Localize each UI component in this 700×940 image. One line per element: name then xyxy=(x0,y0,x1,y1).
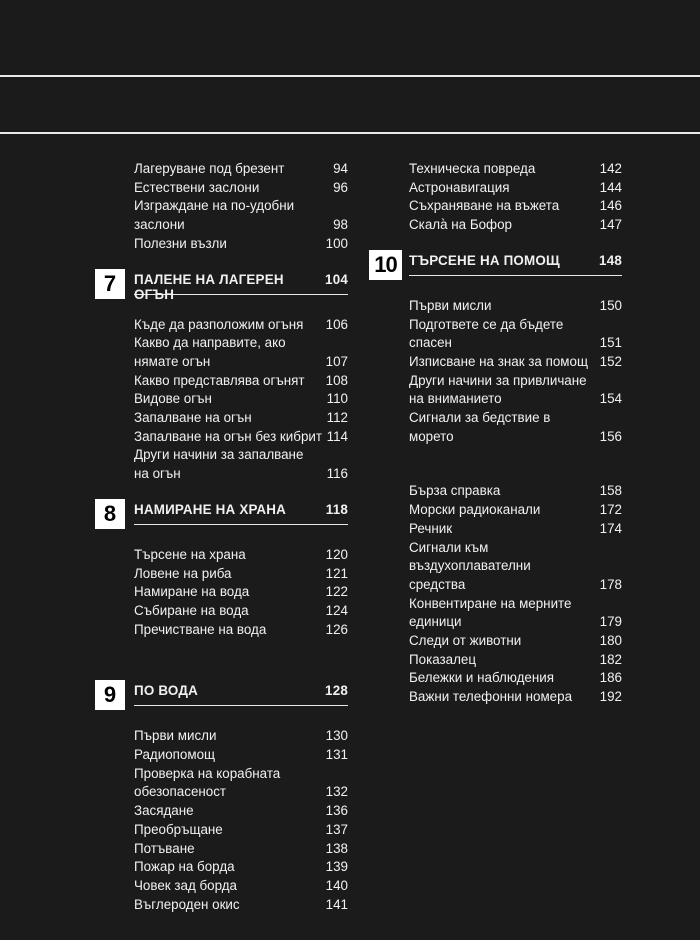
toc-entry[interactable] xyxy=(134,746,348,765)
toc-entry[interactable] xyxy=(409,520,622,539)
toc-entry-title xyxy=(409,372,600,409)
toc-entry-page: 108 xyxy=(325,372,348,388)
chapter-7-entries xyxy=(134,316,348,484)
toc-entry-title xyxy=(409,409,600,446)
toc-entry-page: 138 xyxy=(325,840,348,856)
toc-entry-title: Намиране на вода xyxy=(134,584,250,600)
toc-entry-title xyxy=(134,765,326,802)
toc-entry-page: 192 xyxy=(599,689,622,705)
toc-entry-page: 154 xyxy=(599,391,622,407)
toc-entry-title: Потъване xyxy=(134,840,195,856)
toc-entry-page: 98 xyxy=(333,217,348,233)
toc-entry[interactable] xyxy=(409,501,622,520)
toc-entry-title: Преобръщане xyxy=(134,821,223,837)
toc-entry-page: 178 xyxy=(599,576,622,592)
toc-entry-title-line: нямате огън xyxy=(134,353,211,369)
toc-entry-title: Събиране на вода xyxy=(134,602,249,618)
toc-entry[interactable] xyxy=(409,688,622,707)
toc-entry-title: Търсене на храна xyxy=(134,546,246,562)
toc-entry-page: 136 xyxy=(325,803,348,819)
chapter-title: ТЪРСЕНЕ НА ПОМОЩ xyxy=(409,252,560,268)
toc-entry-title: Къде да разположим огъня xyxy=(134,316,304,332)
toc-entry-title-line: Сигнали за бедствие в xyxy=(409,410,551,426)
toc-entry[interactable] xyxy=(134,840,348,859)
toc-entry-page: 94 xyxy=(333,161,348,176)
toc-column-left xyxy=(103,160,348,914)
toc-entry-page: 114 xyxy=(326,428,348,444)
toc-entry[interactable] xyxy=(409,539,622,595)
chapter-heading-8[interactable] xyxy=(103,495,348,535)
chapter-title: ПАЛЕНЕ НА ЛАГЕРЕН ОГЪН xyxy=(134,271,284,302)
toc-entry-page: 140 xyxy=(325,877,348,893)
toc-entry-page: 186 xyxy=(599,670,622,686)
toc-entry-title: Въглероден окис xyxy=(134,896,240,912)
toc-entry-title xyxy=(409,595,600,632)
chapter-heading-7[interactable] xyxy=(103,265,348,305)
toc-entry-page: 100 xyxy=(325,235,348,251)
toc-entry-title: Пожар на борда xyxy=(134,859,235,875)
chapter-number-badge: 9 xyxy=(95,680,125,710)
toc-entry[interactable] xyxy=(134,409,348,428)
toc-entry[interactable] xyxy=(409,179,622,198)
toc-entry-title: Какво представлява огънят xyxy=(134,372,305,388)
toc-entry[interactable] xyxy=(134,802,348,821)
toc-entry-title: Речник xyxy=(409,520,453,536)
toc-entry-page: 172 xyxy=(599,502,622,518)
toc-entry-page: 116 xyxy=(326,466,348,482)
toc-entry-title: Астронавигация xyxy=(409,179,510,195)
toc-entry-title-line: Сигнали към въздухоплавателни xyxy=(409,539,531,574)
toc-entry-page: 179 xyxy=(599,614,622,630)
toc-entry-page: 152 xyxy=(599,353,622,369)
toc-entry-title: Радиопомощ xyxy=(134,747,216,763)
toc-entry[interactable] xyxy=(409,669,622,688)
toc-entry[interactable] xyxy=(134,896,348,915)
toc-entry-title xyxy=(409,316,600,353)
toc-entry-page: 147 xyxy=(599,217,622,233)
toc-entry-title: Видове огън xyxy=(134,391,212,407)
toc-entry-title: Важни телефонни номера xyxy=(409,689,573,705)
toc-entry-title-line: Конвентиране на мерните xyxy=(409,595,572,611)
chapter-10-entries xyxy=(409,297,622,447)
chapter-number-badge: 8 xyxy=(95,499,125,529)
toc-entry-page: 174 xyxy=(599,520,622,536)
toc-entry-page: 151 xyxy=(599,335,622,351)
right-pre-entries xyxy=(409,160,622,235)
toc-entry[interactable] xyxy=(134,446,348,483)
toc-entry[interactable] xyxy=(134,316,348,335)
chapter-page: 128 xyxy=(325,683,348,699)
toc-entry-title xyxy=(409,539,600,595)
toc-entry-page: 180 xyxy=(599,633,622,649)
chapter-title: НАМИРАНЕ НА ХРАНА xyxy=(134,501,287,517)
toc-entry-page: 107 xyxy=(325,353,348,369)
toc-entry-title: Пречистване на вода xyxy=(134,621,267,637)
toc-entry[interactable] xyxy=(409,160,622,179)
toc-entry-page: 137 xyxy=(325,821,348,837)
toc-entry[interactable] xyxy=(409,372,622,409)
toc-entry-title-line: Изграждане на по-удобни xyxy=(134,198,295,214)
toc-entry[interactable] xyxy=(134,428,348,447)
toc-entry-title: Морски радиоканали xyxy=(409,502,541,518)
toc-entry-page: 156 xyxy=(599,428,622,444)
toc-entry-page: 120 xyxy=(325,546,348,562)
toc-entry-title-line: морето xyxy=(409,428,454,444)
toc-entry-title-line: на огън xyxy=(134,466,181,482)
toc-entry-page: 130 xyxy=(325,728,348,744)
chapter-page: 148 xyxy=(599,252,622,268)
toc-entry-title: Засядане xyxy=(134,803,194,819)
toc-entry-title xyxy=(134,197,326,234)
toc-entry-title-line: средства xyxy=(409,576,466,592)
toc-entry-title-line: Други начини за привличане xyxy=(409,372,587,388)
toc-entry[interactable] xyxy=(409,482,622,501)
toc-entry-title: Следи от животни xyxy=(409,633,522,649)
toc-entry[interactable] xyxy=(134,602,348,621)
toc-entry-title-line: заслони xyxy=(134,217,185,233)
spacer xyxy=(409,446,622,482)
toc-entry-page: 112 xyxy=(326,410,348,426)
chapter-title: ПО ВОДА xyxy=(134,683,198,699)
toc-entry-title-line: обезопасеност xyxy=(134,784,227,800)
toc-entry-page: 122 xyxy=(325,584,348,600)
toc-entry[interactable] xyxy=(409,316,622,353)
toc-entry[interactable] xyxy=(409,216,622,235)
toc-entry[interactable] xyxy=(134,727,348,746)
toc-entry-page: 96 xyxy=(333,179,348,195)
toc-entry-title: Скала̀ на Бофор xyxy=(409,217,512,233)
toc-entry-page: 146 xyxy=(599,198,622,214)
toc-entry-title-line: спасен xyxy=(409,335,452,351)
toc-entry-page: 182 xyxy=(599,651,622,667)
toc-entry-page: 131 xyxy=(325,747,348,763)
toc-entry[interactable] xyxy=(134,621,348,640)
header-rule-top xyxy=(0,75,700,77)
toc-entry-title: Запалване на огън xyxy=(134,410,252,426)
chapter-heading-10[interactable] xyxy=(374,246,622,286)
toc-entry-page: 106 xyxy=(325,316,348,332)
toc-entry[interactable] xyxy=(134,565,348,584)
toc-entry-title-line: Подгответе се да бъдете xyxy=(409,316,564,332)
toc-entry[interactable] xyxy=(409,409,622,446)
header-rule-bottom xyxy=(0,132,700,134)
toc-entry[interactable] xyxy=(409,651,622,670)
toc-entry-title: Първи мисли xyxy=(409,297,492,313)
chapter-8-entries xyxy=(134,546,348,640)
toc-entry-page: 126 xyxy=(325,621,348,637)
toc-entry[interactable] xyxy=(134,877,348,896)
toc-entry-title-line: единици xyxy=(409,614,462,630)
toc-entry-title: Човек зад борда xyxy=(134,877,237,893)
toc-entry[interactable] xyxy=(134,858,348,877)
left-pre-entries xyxy=(134,160,348,254)
toc-entry-title: Полезни възли xyxy=(134,235,227,251)
toc-entry[interactable] xyxy=(134,372,348,391)
toc-entry-page: 121 xyxy=(325,565,348,581)
toc-entry-page: 142 xyxy=(599,161,622,176)
toc-entry-title: Естествени заслони xyxy=(134,179,260,195)
toc-column-right xyxy=(374,160,622,707)
toc-entry[interactable] xyxy=(409,297,622,316)
toc-entry[interactable] xyxy=(409,197,622,216)
toc-entry[interactable] xyxy=(134,160,348,179)
chapter-page: 104 xyxy=(325,271,348,287)
toc-entry[interactable] xyxy=(134,765,348,802)
toc-entry-title: Лагеруване под брезент xyxy=(134,161,285,176)
toc-entry-page: 158 xyxy=(599,483,622,499)
toc-entry-title: Запалване на огън без кибрит xyxy=(134,428,322,444)
toc-entry-title-line: Проверка на корабната xyxy=(134,765,281,781)
toc-entry-title-line: Какво да направите, ако xyxy=(134,335,286,351)
toc-entry-title: Ловене на риба xyxy=(134,565,232,581)
chapter-page: 118 xyxy=(325,501,348,517)
toc-entry-title xyxy=(134,446,326,483)
toc-entry-page: 110 xyxy=(326,391,348,407)
toc-entry[interactable] xyxy=(134,821,348,840)
toc-entry-page: 144 xyxy=(599,179,622,195)
toc-entry-title xyxy=(134,334,326,371)
toc-entry-page: 139 xyxy=(325,859,348,875)
chapter-number-badge: 10 xyxy=(369,250,402,280)
toc-entry[interactable] xyxy=(409,353,622,372)
toc-entry[interactable] xyxy=(134,390,348,409)
toc-entry-title: Показалец xyxy=(409,651,477,667)
toc-entry-title-line: на вниманието xyxy=(409,391,502,407)
toc-entry-page: 124 xyxy=(325,602,348,618)
toc-entry[interactable] xyxy=(409,595,622,632)
appendix-entries xyxy=(409,482,622,706)
toc-entry-title-line: Други начини за запалване xyxy=(134,447,304,463)
toc-entry[interactable] xyxy=(134,235,348,254)
toc-entry[interactable] xyxy=(134,546,348,565)
toc-entry-title: Бележки и наблюдения xyxy=(409,670,554,686)
toc-entry-page: 150 xyxy=(599,297,622,313)
toc-entry[interactable] xyxy=(134,583,348,602)
toc-entry-title: Изписване на знак за помощ xyxy=(409,353,588,369)
toc-entry[interactable] xyxy=(134,334,348,371)
toc-entry-title: Бърза справка xyxy=(409,483,501,499)
toc-entry[interactable] xyxy=(409,632,622,651)
chapter-number-badge: 7 xyxy=(95,269,125,299)
toc-entry[interactable] xyxy=(134,197,348,234)
toc-entry-title: Първи мисли xyxy=(134,728,217,744)
chapter-9-entries xyxy=(134,727,348,914)
toc-entry-title: Съхраняване на въжета xyxy=(409,198,560,214)
toc-entry-page: 132 xyxy=(325,784,348,800)
spacer xyxy=(134,639,348,665)
toc-entry-page: 141 xyxy=(325,896,348,912)
toc-entry-title: Техническа повреда xyxy=(409,161,536,176)
chapter-heading-9[interactable] xyxy=(103,676,348,716)
toc-entry[interactable] xyxy=(134,179,348,198)
